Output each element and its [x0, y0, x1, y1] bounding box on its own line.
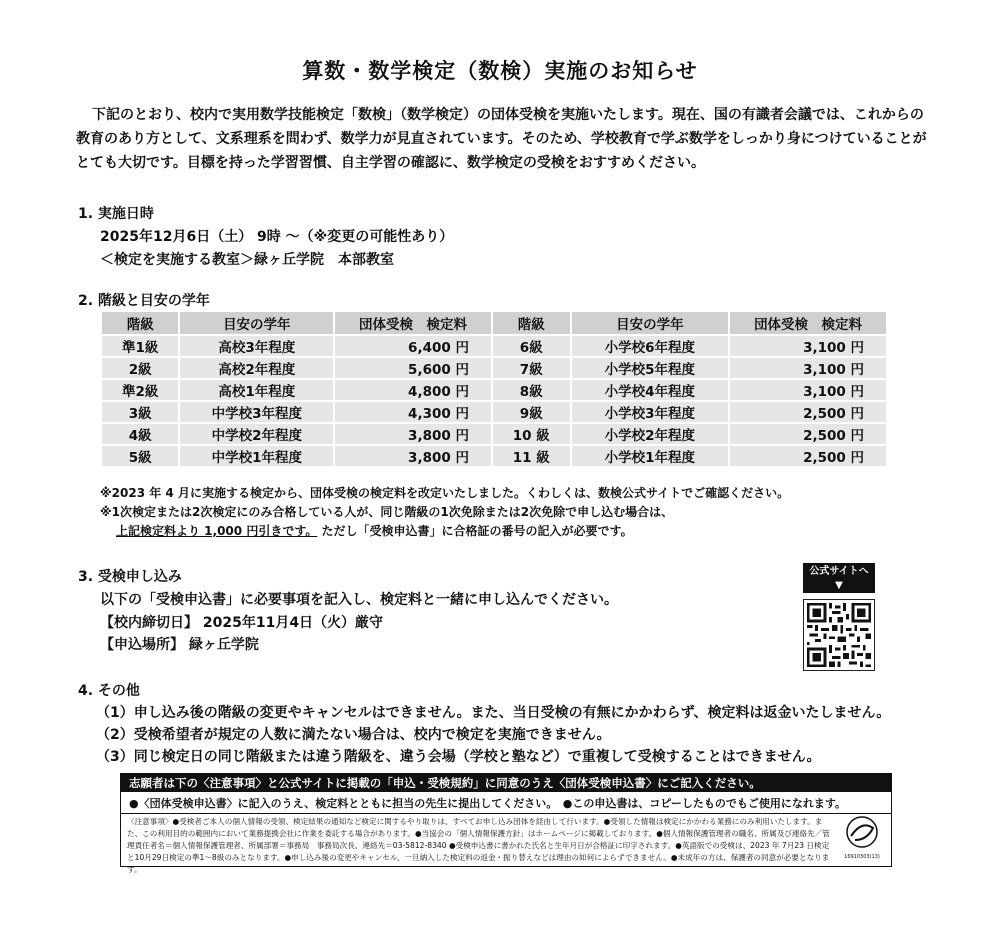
notice-terms: 〈注意事項〉●受検者ご本人の個人情報の受領、検定結果の通知など検定に関するやり取りは、すべてお申し込み団体を経由して行います。●受領した情報は検定にかかわる業務にのみ利用いたします。また、この利用目的の範囲内において業務提携会社に作業を委託する場合があります。●当協会の「個人情報保護方針」はホームページに掲載しております。●個人情報保護管理者の職名、所属及び連絡先／管理責任者名＝個人情報保護管理者、所属部署＝事務局 事務局次長、連絡先＝03-5812-8340 ●受検申込書に書かれた氏名と生年月日が合格証に印字されます。●英語版での受検は、2023 年 7月23 日検定と10月29日検定の準1～8級のみとなります。●申し込み後の変更やキャンセル、一旦納入した検定料の返金・振り替えなどは理由の如何によらずできません。●未成年の方は、保護者の同意が必要となります。	[127, 817, 830, 874]
grade-cell: 8級	[492, 379, 571, 401]
deadline: 【校内締切日】 2025年11月4日（火）厳守	[100, 615, 384, 631]
col-header: 目安の学年	[571, 311, 730, 335]
qr-label: 公式サイトへ	[809, 566, 869, 577]
privacy-code: 16910303(13)	[844, 854, 880, 860]
table-header-row	[101, 311, 887, 335]
fee-cell: 3,800 円	[334, 445, 492, 467]
section-3-heading: 3. 受検申し込み	[78, 569, 182, 585]
col-header: 団体受検 検定料	[729, 311, 887, 335]
grade-fee-table	[100, 310, 888, 468]
fee-note-3	[116, 522, 633, 539]
col-header: 階級	[492, 311, 571, 335]
fee-cell: 2,500 円	[729, 401, 887, 423]
fee-note-1: ※2023 年 4 月に実施する検定から、団体受検の検定料を改定いたしました。くわしくは、数検公式サイトでご確認ください。	[100, 486, 790, 500]
grade-cell: 4級	[101, 423, 179, 445]
grade-cell: 準1級	[101, 335, 179, 357]
grade-cell: 5級	[101, 445, 179, 467]
other-item-3: （3）同じ検定日の同じ階級または違う階級を、違う会場（学校と塾など）で重複して受検することはできません。	[96, 749, 821, 765]
school-year-cell: 高校3年程度	[179, 335, 334, 357]
grade-cell: 11 級	[492, 445, 571, 467]
col-header: 団体受検 検定料	[334, 311, 492, 335]
grade-cell: 9級	[492, 401, 571, 423]
qr-label-box	[803, 563, 875, 593]
application-instructions: 以下の「受検申込書」に必要事項を記入し、検定料と一緒に申し込んでください。	[100, 592, 618, 608]
table-row	[101, 357, 887, 379]
school-year-cell: 中学校3年程度	[179, 401, 334, 423]
school-year-cell: 小学校1年程度	[571, 445, 730, 467]
school-year-cell: 小学校2年程度	[571, 423, 730, 445]
school-year-cell: 中学校2年程度	[179, 423, 334, 445]
fee-cell: 4,300 円	[334, 401, 492, 423]
discount-text: 上記検定料より 1,000 円引きです。	[116, 524, 318, 538]
school-year-cell: 小学校4年程度	[571, 379, 730, 401]
col-header: 階級	[101, 311, 179, 335]
grade-cell: 3級	[101, 401, 179, 423]
page-title: 算数・数学検定（数検）実施のお知らせ	[302, 59, 698, 83]
privacy-mark-icon	[841, 814, 883, 860]
other-item-2: （2）受検希望者が規定の人数に満たない場合は、校内で検定を実施できません。	[96, 727, 611, 743]
exam-room: ＜検定を実施する教室＞緑ヶ丘学院 本部教室	[100, 252, 394, 268]
section-1-heading: 1. 実施日時	[78, 206, 154, 222]
table-row	[101, 335, 887, 357]
school-year-cell: 高校1年程度	[179, 379, 334, 401]
fee-cell: 3,100 円	[729, 357, 887, 379]
application-place: 【申込場所】 緑ヶ丘学院	[100, 637, 259, 653]
school-year-cell: 小学校5年程度	[571, 357, 730, 379]
table-row	[101, 445, 887, 467]
grade-cell: 10 級	[492, 423, 571, 445]
school-year-cell: 中学校1年程度	[179, 445, 334, 467]
qr-code-icon[interactable]	[803, 599, 875, 671]
school-year-cell: 小学校3年程度	[571, 401, 730, 423]
grade-cell: 準2級	[101, 379, 179, 401]
table-row	[101, 401, 887, 423]
fee-cell: 3,100 円	[729, 335, 887, 357]
grade-cell: 2級	[101, 357, 179, 379]
table-row	[101, 379, 887, 401]
notice-header: 志願者は下の〈注意事項〉と公式サイトに掲載の「申込・受検規約」に同意のうえ〈団体受検申込書〉にご記入ください。	[121, 774, 891, 792]
down-arrow-icon: ▼	[835, 580, 843, 591]
fee-cell: 5,600 円	[334, 357, 492, 379]
table-row	[101, 423, 887, 445]
grade-cell: 6級	[492, 335, 571, 357]
grade-cell: 7級	[492, 357, 571, 379]
exam-date: 2025年12月6日（土） 9時 ～（※変更の可能性あり）	[100, 229, 454, 245]
fee-cell: 3,100 円	[729, 379, 887, 401]
intro-paragraph: 下記のとおり、校内で実用数学技能検定「数検」（数学検定）の団体受検を実施いたします。現在、国の有識者会議では、これからの教育のあり方として、文系理系を問わず、数学力が見直されています。そのため、学校教育で学ぶ数学をしっかり身につけていることがとても大切です。目標を持った学習習慣、自主学習の確認に、数学検定の受検をおすすめください。	[76, 107, 927, 171]
fee-cell: 2,500 円	[729, 423, 887, 445]
school-year-cell: 小学校6年程度	[571, 335, 730, 357]
fee-note-2: ※1次検定または2次検定にのみ合格している人が、同じ階級の1次免除または2次免除で申し込む場合は、	[100, 505, 674, 519]
other-item-1: （1）申し込み後の階級の変更やキャンセルはできません。また、当日受検の有無にかかわらず、検定料は返金いたしません。	[96, 705, 891, 721]
section-4-heading: 4. その他	[78, 683, 140, 699]
fee-cell: 6,400 円	[334, 335, 492, 357]
fee-cell: 3,800 円	[334, 423, 492, 445]
notice-box	[120, 773, 892, 874]
fee-cell: 4,800 円	[334, 379, 492, 401]
certificate-note: ただし「受検申込書」に合格証の番号の記入が必要です。	[317, 524, 633, 538]
official-site-qr[interactable]	[803, 563, 875, 673]
fee-cell: 2,500 円	[729, 445, 887, 467]
section-2-heading: 2. 階級と目安の学年	[78, 293, 210, 309]
school-year-cell: 高校2年程度	[179, 357, 334, 379]
col-header: 目安の学年	[179, 311, 334, 335]
notice-instruction: ●〈団体受検申込書〉に記入のうえ、検定料とともに担当の先生に提出してください。 ●この申込書は、コピーしたものでもご使用になれます。	[121, 792, 891, 814]
